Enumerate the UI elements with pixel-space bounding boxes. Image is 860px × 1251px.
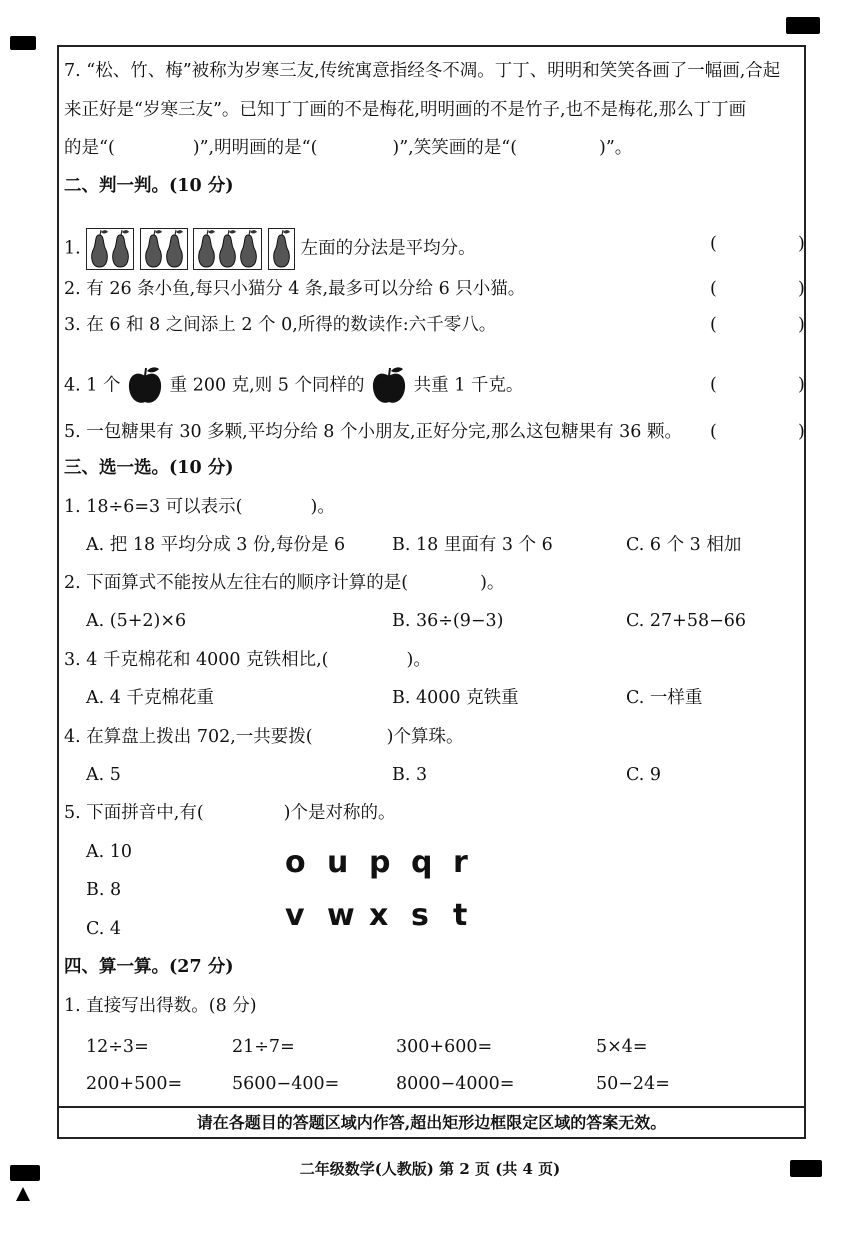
calc-item: 200+500= <box>86 1074 183 1094</box>
answer-paren-open[interactable]: ( <box>710 234 717 254</box>
pear-icon <box>110 229 131 269</box>
pear-group-1 <box>268 228 295 270</box>
pear-group-3 <box>193 228 262 270</box>
answer-paren-open[interactable]: ( <box>710 375 717 395</box>
judge-item-4-a: 4. 1 个 <box>64 375 121 396</box>
apple-icon <box>370 366 408 406</box>
choice-q4 <box>64 725 463 749</box>
section2-heading: 二、判一判。(10 分) <box>64 176 234 196</box>
q7-line2: 来正好是“岁寒三友”。已知丁丁画的不是梅花,明明画的不是竹子,也不是梅花,那么丁丁画 <box>64 100 747 120</box>
judge-item-1-text: 左面的分法是平均分。 <box>300 238 476 259</box>
pinyin-letter: v <box>285 898 305 933</box>
q4-option-a[interactable]: A. 5 <box>86 765 121 785</box>
judge-item-1 <box>64 228 476 270</box>
choice-q1-text: 1. 18÷6=3 可以表示( <box>64 497 243 517</box>
answer-paren-close: ) <box>798 279 805 299</box>
pinyin-letter: p <box>369 845 391 880</box>
triangle-mark <box>16 1187 30 1201</box>
answer-paren-close: ) <box>798 422 805 442</box>
choice-q4-text: 4. 在算盘上拨出 702,一共要拨( <box>64 727 313 747</box>
answer-paren-open[interactable]: ( <box>710 279 717 299</box>
pear-icon <box>196 229 217 269</box>
q4-option-b[interactable]: B. 3 <box>392 765 428 785</box>
q3-option-a[interactable]: A. 4 千克棉花重 <box>86 688 214 708</box>
choice-q5-text: 5. 下面拼音中,有( <box>64 803 204 823</box>
q7-text-a: 的是“( <box>64 138 115 158</box>
q7-line1: 7. “松、竹、梅”被称为岁寒三友,传统寓意指经冬不凋。丁丁、明明和笑笑各画了一幅画,合起 <box>64 61 781 81</box>
choice-q2-text: 2. 下面算式不能按从左往右的顺序计算的是( <box>64 573 409 593</box>
answer-paren-open[interactable]: ( <box>710 422 717 442</box>
q5-option-c[interactable]: C. 4 <box>86 919 122 939</box>
calc-item: 5600−400= <box>232 1074 340 1094</box>
pinyin-letter: w <box>327 898 355 933</box>
choice-q3-end: )。 <box>406 650 431 670</box>
choice-q2 <box>64 571 504 595</box>
q3-option-c[interactable]: C. 一样重 <box>626 688 703 708</box>
pear-group-2b <box>140 228 188 270</box>
choice-q3 <box>64 648 431 672</box>
choice-q5 <box>64 801 395 825</box>
pear-icon <box>89 229 110 269</box>
choice-q1-end: )。 <box>310 497 335 517</box>
q1-option-c[interactable]: C. 6 个 3 相加 <box>626 535 742 555</box>
judge-item-3: 3. 在 6 和 8 之间添上 2 个 0,所得的数读作:六千零八。 <box>64 315 497 335</box>
judge-item-4 <box>64 366 523 406</box>
pinyin-letter: u <box>327 845 349 880</box>
pear-icon <box>238 229 259 269</box>
q2-option-a[interactable]: A. (5+2)×6 <box>86 611 187 631</box>
calc-item: 21÷7= <box>232 1037 295 1057</box>
pear-icon <box>164 229 185 269</box>
section4-heading: 四、算一算。(27 分) <box>64 957 234 977</box>
pear-group-2 <box>86 228 134 270</box>
judge-item-2: 2. 有 26 条小鱼,每只小猫分 4 条,最多可以分给 6 只小猫。 <box>64 279 526 299</box>
q5-option-a[interactable]: A. 10 <box>86 842 133 862</box>
answer-paren-open[interactable]: ( <box>710 315 717 335</box>
choice-q2-end: )。 <box>480 573 505 593</box>
q7-text-c: )”,笑笑画的是“( <box>392 138 518 158</box>
choice-q3-text: 3. 4 千克棉花和 4000 克铁相比,( <box>64 650 329 670</box>
judge-item-4-b: 重 200 克,则 5 个同样的 <box>169 375 365 396</box>
judge-item-5: 5. 一包糖果有 30 多颗,平均分给 8 个小朋友,正好分完,那么这包糖果有 36 颗。 <box>64 422 682 442</box>
registration-mark <box>786 17 820 34</box>
pinyin-letter: t <box>453 898 468 933</box>
q1-option-b[interactable]: B. 18 里面有 3 个 6 <box>392 535 553 555</box>
q7-text-d: )”。 <box>599 138 633 158</box>
q5-option-b[interactable]: B. 8 <box>86 880 122 900</box>
page-footer: 二年级数学(人教版) 第 2 页 (共 4 页) <box>299 1160 561 1178</box>
pinyin-letter: q <box>411 845 433 880</box>
calc-item: 300+600= <box>396 1037 493 1057</box>
calc-item: 8000−4000= <box>396 1074 515 1094</box>
calc-item: 12÷3= <box>86 1037 149 1057</box>
pinyin-letter: x <box>369 898 389 933</box>
answer-paren-close: ) <box>798 234 805 254</box>
judge-item-4-c: 共重 1 千克。 <box>413 375 524 396</box>
judge-item-1-num: 1. <box>64 238 81 259</box>
pinyin-row-2 <box>285 898 495 934</box>
pinyin-letter: s <box>411 898 429 933</box>
registration-mark <box>10 36 36 50</box>
q2-option-c[interactable]: C. 27+58−66 <box>626 611 747 631</box>
q2-option-b[interactable]: B. 36÷(9−3) <box>392 611 504 631</box>
pear-icon <box>217 229 238 269</box>
q7-text-b: )”,明明画的是“( <box>192 138 318 158</box>
pinyin-letter: r <box>453 845 468 880</box>
choice-q1 <box>64 495 335 519</box>
answer-paren-close: ) <box>798 315 805 335</box>
calc-item: 50−24= <box>596 1074 670 1094</box>
q4-option-c[interactable]: C. 9 <box>626 765 662 785</box>
pinyin-row-1 <box>285 845 495 881</box>
pear-icon <box>143 229 164 269</box>
pinyin-letter: o <box>285 845 306 880</box>
section4-sub1: 1. 直接写出得数。(8 分) <box>64 996 257 1016</box>
section3-heading: 三、选一选。(10 分) <box>64 458 234 478</box>
q1-option-a[interactable]: A. 把 18 平均分成 3 份,每份是 6 <box>86 535 346 555</box>
calc-item: 5×4= <box>596 1037 648 1057</box>
answer-area-notice: 请在各题目的答题区域内作答,超出矩形边框限定区域的答案无效。 <box>57 1106 806 1139</box>
answer-paren-close: ) <box>798 375 805 395</box>
q7-line3 <box>64 136 632 160</box>
q3-option-b[interactable]: B. 4000 克铁重 <box>392 688 519 708</box>
choice-q4-end: )个算珠。 <box>386 727 464 747</box>
choice-q5-end: )个是对称的。 <box>283 803 396 823</box>
apple-icon <box>126 366 164 406</box>
pear-icon <box>271 229 292 269</box>
